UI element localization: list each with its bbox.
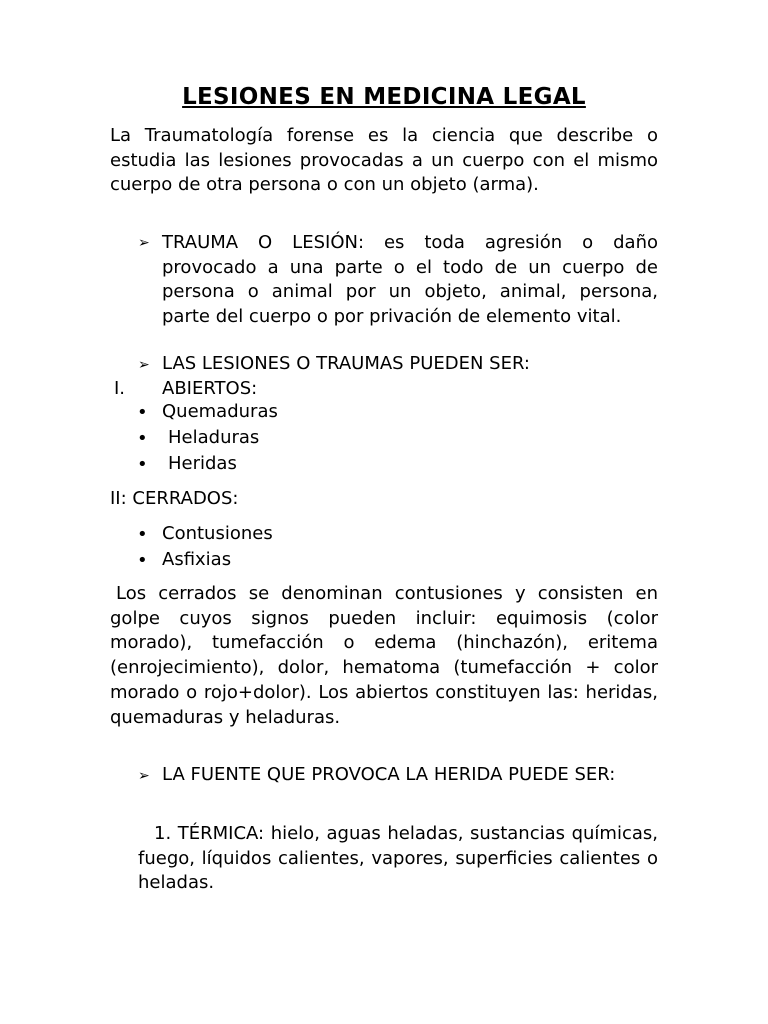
bullet-dot-icon: • bbox=[137, 428, 148, 449]
cerrados-description-paragraph: Los cerrados se denominan contusiones y consisten en golpe cuyos signos pueden incluir: equimosis (color morado), tumefacción o edema (hinchazón), eritema (enrojecimiento), dolor, hematoma (tumefacción + color morado o rojo+dolor). Los abiertos constituyen las: heridas, quemaduras y heladuras. bbox=[110, 583, 658, 728]
bullet-dot-icon: • bbox=[137, 454, 148, 475]
arrow-bullet-icon: ➢ bbox=[138, 235, 150, 251]
arrow-bullet-icon: ➢ bbox=[138, 768, 150, 784]
arrow-bullet-icon: ➢ bbox=[138, 357, 150, 373]
bullet-dot-icon: • bbox=[137, 550, 148, 571]
intro-paragraph: La Traumatología forense es la ciencia que describe o estudia las lesiones provocadas a un cuerpo con el mismo cuerpo de otra persona o con un objeto (arma). bbox=[110, 125, 658, 196]
abiertos-numeral: I. bbox=[114, 378, 126, 399]
bullet-dot-icon: • bbox=[137, 524, 148, 545]
cerrados-label: II: CERRADOS: bbox=[110, 488, 239, 509]
abiertos-item: Quemaduras bbox=[162, 401, 278, 422]
cerrados-item: Asfixias bbox=[162, 549, 232, 570]
abiertos-label: ABIERTOS: bbox=[162, 378, 258, 399]
bullet-dot-icon: • bbox=[137, 402, 148, 423]
cerrados-item: Contusiones bbox=[162, 523, 273, 544]
page-title: LESIONES EN MEDICINA LEGAL bbox=[182, 84, 586, 110]
abiertos-item: Heladuras bbox=[168, 427, 260, 448]
thermal-paragraph: 1. TÉRMICA: hielo, aguas heladas, sustancias químicas, fuego, líquidos calientes, vapores, superficies calientes o heladas. bbox=[138, 823, 658, 894]
trauma-definition-paragraph: TRAUMA O LESIÓN: es toda agresión o daño provocado a una parte o el todo de un cuerpo de persona o animal por un objeto, animal, persona, parte del cuerpo o por privación de elemento vital. bbox=[162, 232, 658, 328]
source-heading: LA FUENTE QUE PROVOCA LA HERIDA PUEDE SER: bbox=[162, 764, 616, 785]
types-heading: LAS LESIONES O TRAUMAS PUEDEN SER: bbox=[162, 353, 530, 374]
abiertos-item: Heridas bbox=[168, 453, 237, 474]
